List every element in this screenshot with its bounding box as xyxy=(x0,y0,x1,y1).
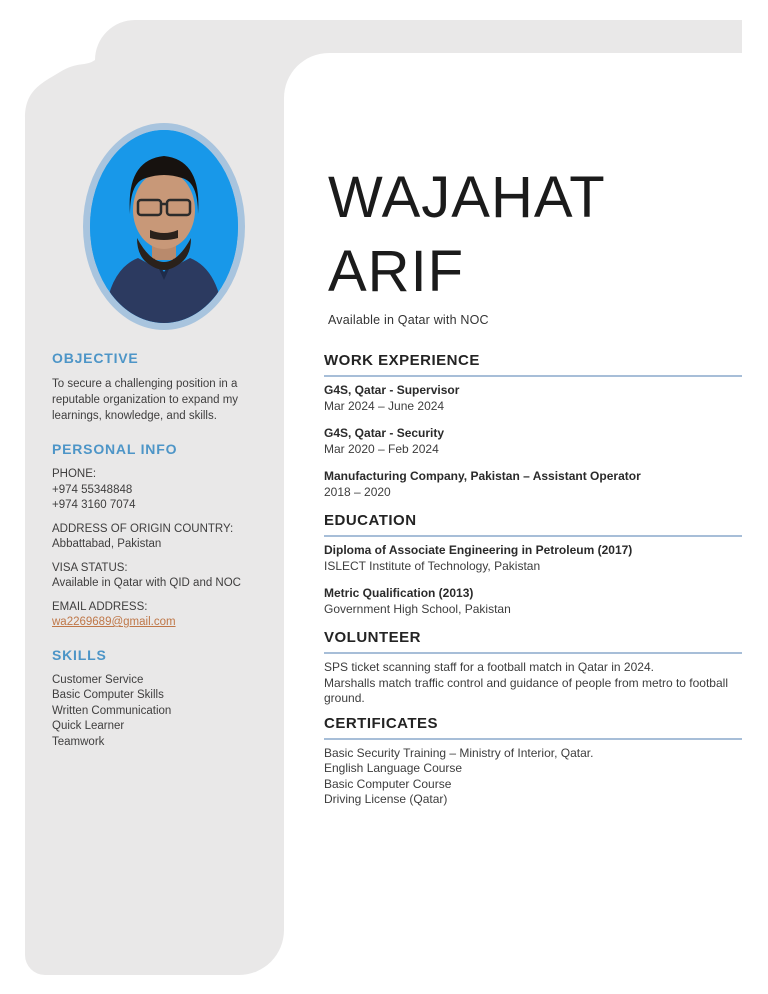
email-label: EMAIL ADDRESS: xyxy=(52,600,148,613)
work-entry xyxy=(324,469,742,500)
profile-photo-frame xyxy=(83,123,245,330)
education-entry-school: Government High School, Pakistan xyxy=(324,601,511,616)
main-column xyxy=(324,352,742,808)
email-link[interactable]: wa2269689@gmail.com xyxy=(52,616,176,628)
work-entry xyxy=(324,426,742,457)
email-group xyxy=(52,600,264,631)
address-label: ADDRESS OF ORIGIN COUNTRY: xyxy=(52,522,234,535)
objective-text: To secure a challenging position in a reputable organization to expand my learnings, knowledge, and skills. xyxy=(52,378,239,422)
objective-heading: OBJECTIVE xyxy=(52,350,139,366)
education-entry xyxy=(324,543,742,574)
work-entry-dates: Mar 2020 – Feb 2024 xyxy=(324,441,439,456)
address-value: Abbattabad, Pakistan xyxy=(52,538,162,550)
availability-tagline: Available in Qatar with NOC xyxy=(328,313,489,327)
sidebar xyxy=(52,350,264,750)
skills-list xyxy=(52,673,264,751)
certificate-item: English Language Course xyxy=(324,761,463,775)
work-entry-dates: Mar 2024 – June 2024 xyxy=(324,398,445,413)
volunteer-text-line2: Marshalls match traffic control and guidance of people from metro to football ground. xyxy=(324,675,728,705)
address-group xyxy=(52,522,264,553)
phone-number-1: +974 55348848 xyxy=(52,483,133,496)
education-entry-title: Diploma of Associate Engineering in Petroleum (2017) xyxy=(324,543,633,557)
visa-group xyxy=(52,561,264,592)
skill-item: Teamwork xyxy=(52,735,105,748)
visa-label: VISA STATUS: xyxy=(52,561,128,574)
volunteer-text-line1: SPS ticket scanning staff for a football match in Qatar in 2024. xyxy=(324,660,654,674)
skill-item: Basic Computer Skills xyxy=(52,689,164,701)
certificates-list xyxy=(324,746,742,808)
skills-heading: SKILLS xyxy=(52,646,107,663)
personal-info-heading: PERSONAL INFO xyxy=(52,441,178,457)
certificate-item: Driving License (Qatar) xyxy=(324,792,448,806)
work-entry-title: Manufacturing Company, Pakistan – Assistant Operator xyxy=(324,469,641,483)
profile-photo-illustration xyxy=(90,130,238,323)
skill-item: Written Communication xyxy=(52,704,172,717)
education-entry xyxy=(324,586,742,617)
section-work-experience xyxy=(324,352,742,500)
work-entry-dates: 2018 – 2020 xyxy=(324,484,391,499)
name-last: ARIF xyxy=(328,239,465,304)
volunteer-heading: VOLUNTEER xyxy=(324,629,742,654)
work-experience-heading: WORK EXPERIENCE xyxy=(324,352,742,377)
education-entry-school: ISLECT Institute of Technology, Pakistan xyxy=(324,558,541,573)
section-volunteer xyxy=(324,629,742,707)
profile-photo xyxy=(90,130,238,323)
phone-group xyxy=(52,467,264,514)
education-entry-title: Metric Qualification (2013) xyxy=(324,586,474,600)
visa-value: Available in Qatar with QID and NOC xyxy=(52,577,241,589)
education-heading: EDUCATION xyxy=(324,512,742,537)
phone-number-2: +974 3160 7074 xyxy=(52,499,136,511)
section-education xyxy=(324,512,742,617)
certificates-heading: CERTIFICATES xyxy=(324,715,742,740)
skill-item: Customer Service xyxy=(52,673,144,686)
header-name-block xyxy=(328,161,748,327)
work-entry xyxy=(324,383,742,414)
certificate-item: Basic Security Training – Ministry of Interior, Qatar. xyxy=(324,745,594,760)
certificate-item: Basic Computer Course xyxy=(324,776,452,791)
phone-label: PHONE: xyxy=(52,468,97,480)
section-certificates xyxy=(324,715,742,808)
skill-item: Quick Learner xyxy=(52,720,125,732)
work-entry-title: G4S, Qatar - Security xyxy=(324,426,445,440)
work-entry-title: G4S, Qatar - Supervisor xyxy=(324,383,460,397)
name-first: WAJAHAT xyxy=(328,165,606,230)
